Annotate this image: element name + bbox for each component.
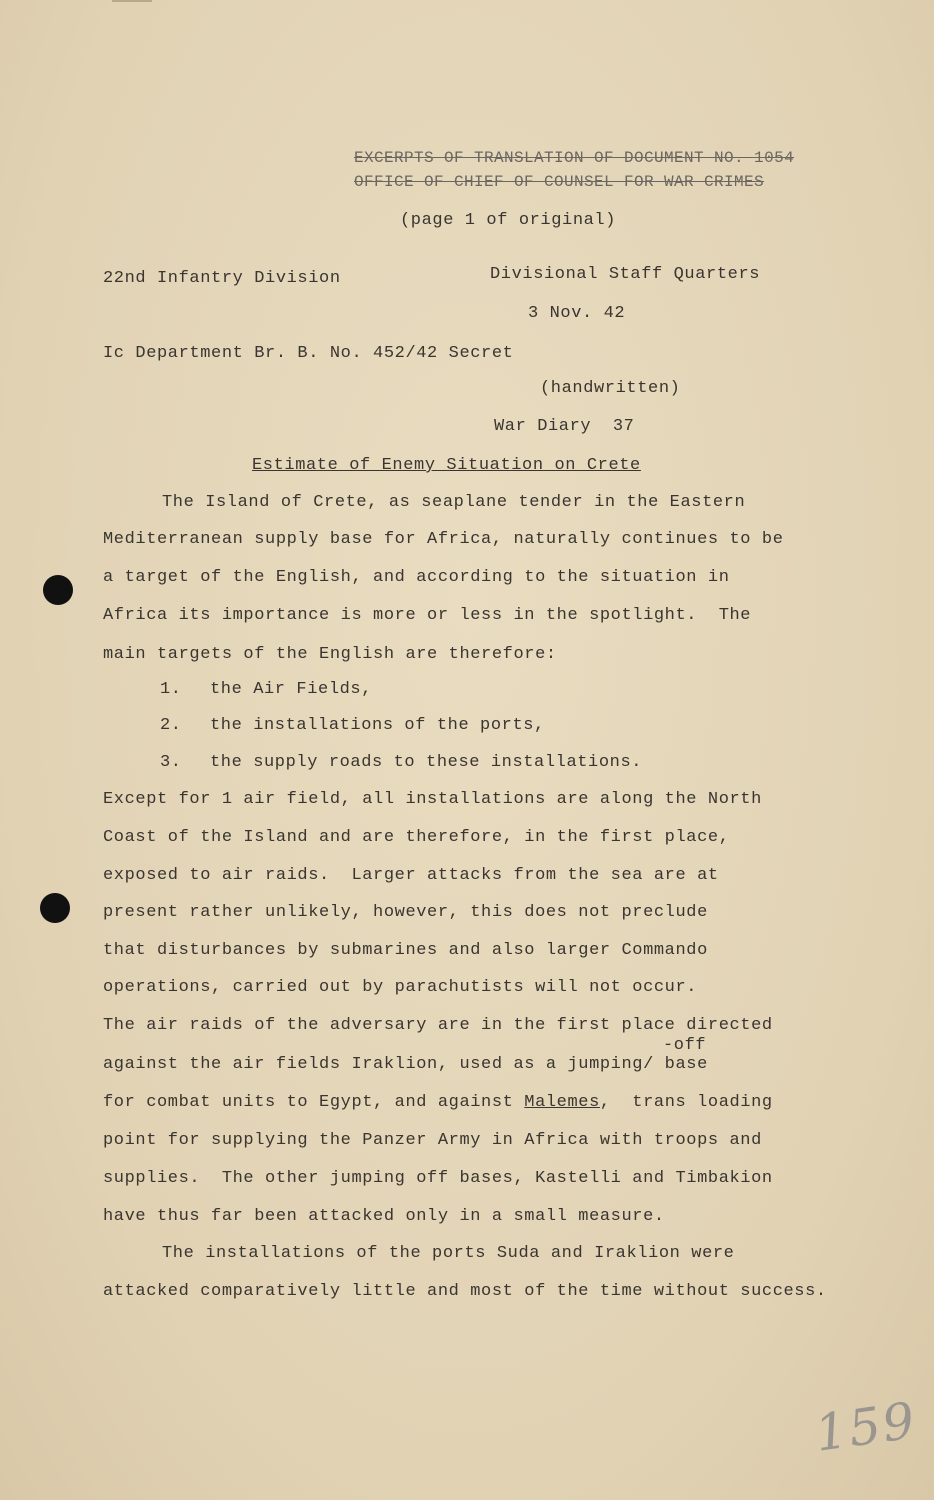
body-line <box>103 1093 773 1113</box>
body-line: Mediterranean supply base for Africa, naturally continues to be <box>103 530 784 549</box>
list-item: the Air Fields, <box>210 680 373 699</box>
paper-mark <box>112 0 152 10</box>
punch-hole <box>43 575 73 605</box>
body-line: supplies. The other jumping off bases, Kastelli and Timbakion <box>103 1169 773 1188</box>
body-line: attacked comparatively little and most of the time without success. <box>103 1282 827 1301</box>
list-number: 2. <box>160 716 182 735</box>
list-item: the installations of the ports, <box>210 716 545 735</box>
list-number: 1. <box>160 680 182 699</box>
war-diary: War Diary 37 <box>494 417 635 436</box>
body-line: Africa its importance is more or less in the spotlight. The <box>103 606 752 625</box>
body-line: The Island of Crete, as seaplane tender in the Eastern <box>162 493 746 512</box>
body-text: , trans loading <box>599 1093 773 1112</box>
document-title: Estimate of Enemy Situation on Crete <box>252 456 641 475</box>
place-name-malemes: Malemes <box>524 1093 600 1112</box>
list-number: 3. <box>160 753 182 772</box>
body-line: that disturbances by submarines and also larger Commando <box>103 941 708 960</box>
body-line: main targets of the English are therefore: <box>103 645 557 664</box>
body-text: for combat units to Egypt, and against <box>103 1093 525 1112</box>
header-line-2: OFFICE OF CHIEF OF COUNSEL FOR WAR CRIMES <box>354 173 765 191</box>
document-date: 3 Nov. 42 <box>528 304 626 323</box>
unit-name: 22nd Infantry Division <box>103 269 341 288</box>
body-line: a target of the English, and according to the situation in <box>103 568 730 587</box>
staff-quarters: Divisional Staff Quarters <box>490 265 761 284</box>
body-line: The installations of the ports Suda and Iraklion were <box>162 1244 735 1263</box>
reference-number: Ic Department Br. B. No. 452/42 Secret <box>103 344 514 363</box>
header-line-1: EXCERPTS OF TRANSLATION OF DOCUMENT NO. 1054 <box>354 149 795 167</box>
typed-insertion: -off <box>663 1036 707 1055</box>
body-line: The air raids of the adversary are in the first place directed <box>103 1016 773 1035</box>
body-line: against the air fields Iraklion, used as a jumping/ base <box>103 1055 708 1074</box>
handwritten-note: (handwritten) <box>540 379 681 398</box>
punch-hole <box>40 893 70 923</box>
body-line: Coast of the Island and are therefore, in the first place, <box>103 828 730 847</box>
list-item: the supply roads to these installations. <box>210 753 643 772</box>
handwritten-page-number: 159 <box>811 1391 920 1463</box>
body-line: have thus far been attacked only in a small measure. <box>103 1207 665 1226</box>
body-line: Except for 1 air field, all installations are along the North <box>103 790 762 809</box>
body-line: exposed to air raids. Larger attacks from the sea are at <box>103 866 719 885</box>
body-line: present rather unlikely, however, this does not preclude <box>103 903 708 922</box>
page-reference: (page 1 of original) <box>400 211 617 230</box>
body-line: point for supplying the Panzer Army in Africa with troops and <box>103 1131 762 1150</box>
body-line: operations, carried out by parachutists will not occur. <box>103 978 698 997</box>
